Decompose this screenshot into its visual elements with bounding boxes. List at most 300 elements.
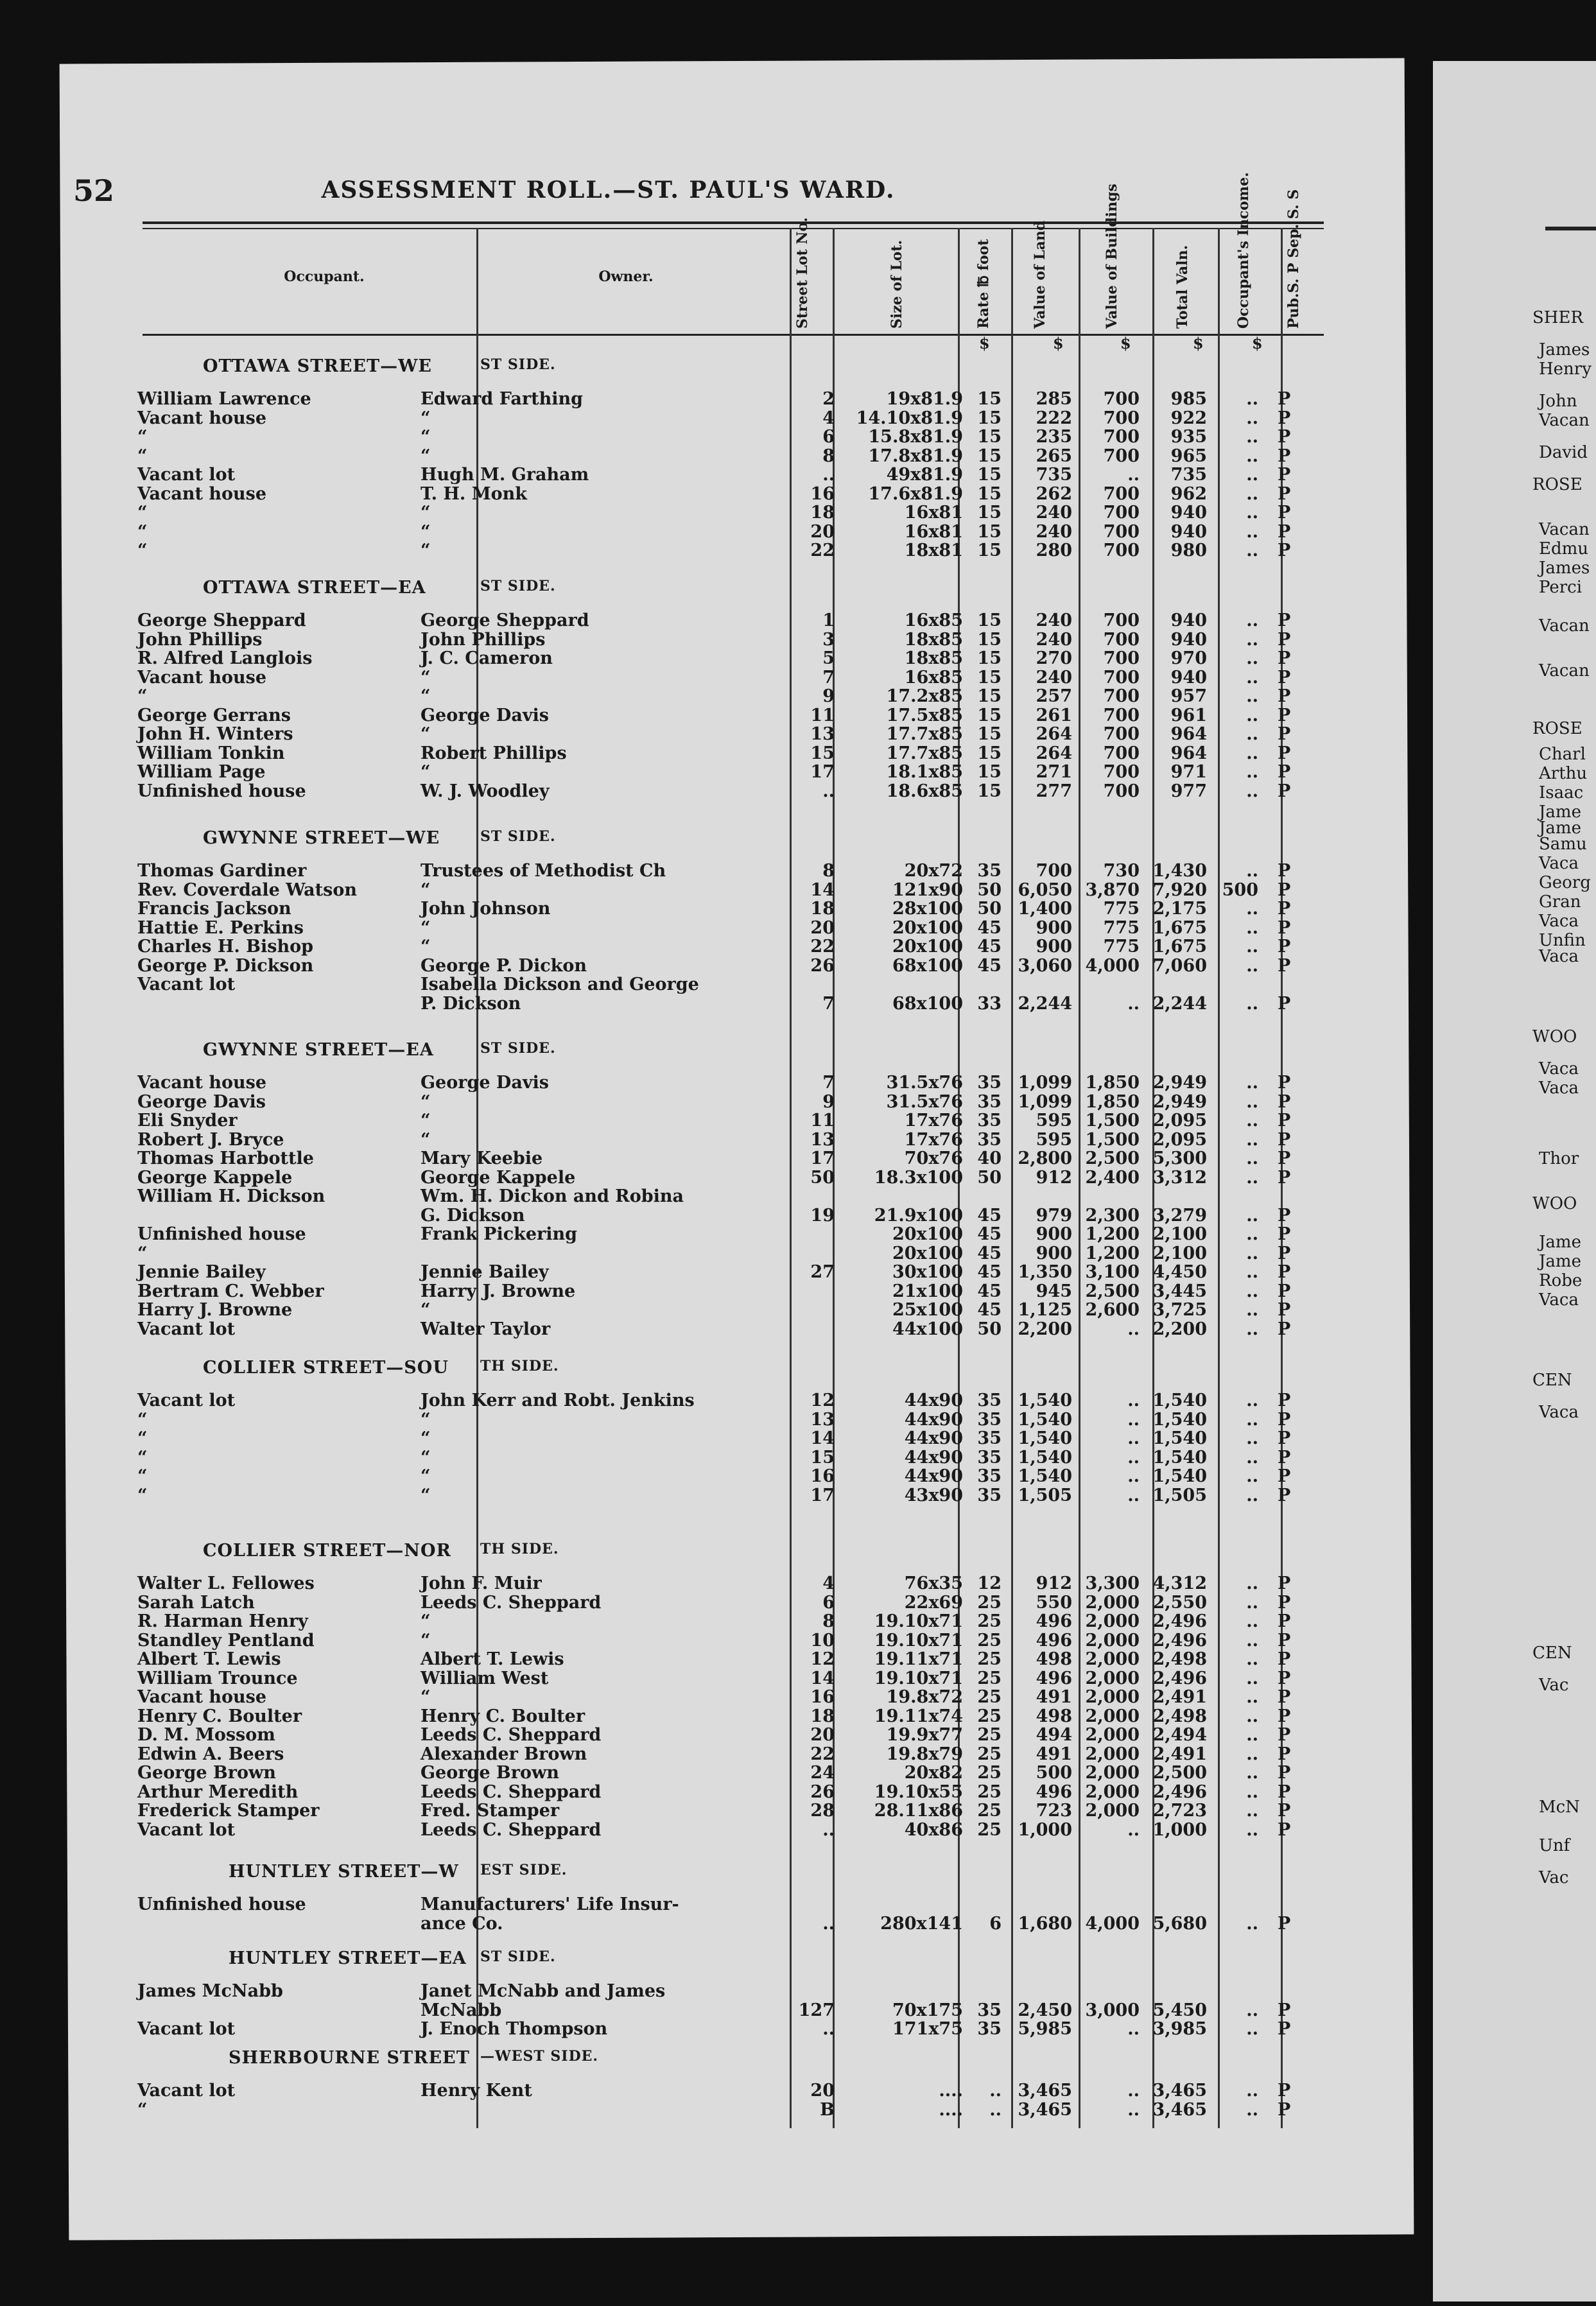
- occupant-cell: Harry J. Browne: [137, 1300, 293, 1320]
- table-row: [0, 1131, 1345, 1150]
- land-value-cell: 3,465: [1018, 2099, 1072, 2120]
- income-cell: ..: [1246, 648, 1258, 668]
- facing-page-fragment: Vaca: [1539, 854, 1579, 873]
- owner-cell: “: [421, 724, 431, 744]
- facing-page-fragment: Unf: [1539, 1836, 1570, 1855]
- total-value-cell: 964: [1170, 743, 1207, 763]
- occupant-cell: Frederick Stamper: [137, 1801, 320, 1821]
- occupant-cell: William Page: [137, 762, 266, 782]
- lot-size-cell: 68x100: [892, 955, 963, 976]
- building-value-cell: 700: [1103, 611, 1140, 630]
- lot-size-cell: 28x100: [892, 899, 963, 919]
- rate-cell: 25: [977, 1725, 1002, 1745]
- income-cell: ..: [1246, 1485, 1258, 1505]
- rate-cell: 6: [989, 1913, 1002, 1934]
- total-value-cell: 2,949: [1152, 1073, 1207, 1093]
- occupant-cell: Vacant lot: [137, 1819, 236, 1840]
- land-value-cell: 2,450: [1018, 2000, 1072, 2020]
- school-support-cell: P: [1278, 611, 1291, 630]
- land-value-cell: 2,800: [1018, 1149, 1072, 1168]
- land-value-cell: 1,540: [1018, 1447, 1072, 1468]
- building-value-cell: 700: [1103, 686, 1140, 706]
- school-support-cell: P: [1278, 937, 1291, 957]
- total-value-cell: 2,494: [1152, 1725, 1207, 1745]
- building-value-cell: 2,000: [1085, 1782, 1140, 1802]
- income-cell: ..: [1246, 1149, 1258, 1168]
- income-cell: ..: [1246, 1782, 1258, 1802]
- table-row: [0, 2001, 1345, 2020]
- street-lot-cell: 27: [810, 1262, 835, 1282]
- street-lot-cell: 16: [810, 1466, 835, 1486]
- income-cell: ..: [1246, 1262, 1258, 1282]
- lot-size-cell: 20x100: [892, 917, 963, 938]
- school-support-cell: P: [1278, 2000, 1291, 2020]
- building-value-cell: ..: [1127, 1428, 1140, 1448]
- total-value-cell: 2,723: [1152, 1801, 1207, 1821]
- section-heading: [203, 1541, 559, 1561]
- occupant-cell: John H. Winters: [137, 724, 293, 744]
- occupant-cell: Vacant lot: [137, 2019, 236, 2039]
- table-row: [0, 1111, 1345, 1131]
- total-value-cell: 1,540: [1152, 1466, 1207, 1486]
- lot-size-cell: 22x69: [904, 1592, 963, 1613]
- school-support-cell: P: [1278, 1428, 1291, 1448]
- rate-cell: 15: [977, 781, 1002, 801]
- owner-cell: Leeds C. Sheppard: [421, 1782, 602, 1802]
- land-value-cell: 235: [1036, 427, 1072, 447]
- lot-size-cell: 19.10x71: [874, 1630, 963, 1651]
- section-street: OTTAWA STREET—EA: [203, 578, 426, 598]
- total-value-cell: 940: [1170, 611, 1207, 630]
- income-cell: ..: [1246, 955, 1258, 976]
- land-value-cell: 271: [1036, 762, 1072, 782]
- section-street: HUNTLEY STREET—W: [229, 1862, 459, 1882]
- section-street: COLLIER STREET—NOR: [203, 1541, 451, 1561]
- section-heading: [229, 1948, 556, 1968]
- school-support-cell: P: [1278, 917, 1291, 938]
- rate-cell: 15: [977, 521, 1002, 542]
- school-support-cell: P: [1278, 1281, 1291, 1301]
- land-value-cell: 240: [1036, 611, 1072, 630]
- total-value-cell: 985: [1170, 389, 1207, 409]
- land-value-cell: 1,000: [1018, 1819, 1072, 1840]
- section-street: GWYNNE STREET—WE: [203, 828, 440, 848]
- facing-page-fragment: Henry: [1539, 360, 1592, 379]
- table-row: [0, 541, 1345, 560]
- total-value-cell: 970: [1170, 648, 1207, 668]
- street-lot-cell: 18: [810, 899, 835, 919]
- owner-cell: Alexander Brown: [421, 1744, 587, 1764]
- building-value-cell: ..: [1127, 2019, 1140, 2039]
- rate-cell: 15: [977, 427, 1002, 447]
- school-support-cell: P: [1278, 1573, 1291, 1593]
- dollar-sign: $: [1053, 334, 1064, 352]
- rate-cell: 45: [977, 1243, 1002, 1263]
- owner-cell: Hugh M. Graham: [421, 465, 589, 485]
- building-value-cell: 2,000: [1085, 1744, 1140, 1764]
- school-support-cell: P: [1278, 724, 1291, 744]
- building-value-cell: 2,000: [1085, 1630, 1140, 1651]
- owner-cell: Henry C. Boulter: [421, 1706, 585, 1726]
- occupant-cell: “: [137, 1447, 148, 1468]
- lot-size-cell: 19.8x72: [886, 1687, 963, 1707]
- table-row: [0, 881, 1345, 900]
- section-side: ST SIDE.: [480, 578, 556, 594]
- table-row: [0, 725, 1345, 744]
- total-value-cell: 7,060: [1152, 955, 1207, 976]
- section-side: ST SIDE.: [480, 828, 556, 845]
- total-value-cell: 2,498: [1152, 1706, 1207, 1726]
- building-value-cell: ..: [1127, 1409, 1140, 1430]
- land-value-cell: 723: [1036, 1801, 1072, 1821]
- owner-cell: “: [421, 880, 431, 900]
- school-support-cell: P: [1278, 408, 1291, 428]
- school-support-cell: P: [1278, 389, 1291, 409]
- building-value-cell: ..: [1127, 2099, 1140, 2120]
- building-value-cell: 700: [1103, 648, 1140, 668]
- rate-cell: 25: [977, 1801, 1002, 1821]
- rate-cell: 15: [977, 762, 1002, 782]
- lot-size-cell: 20x100: [892, 1224, 963, 1244]
- table-row: [0, 2101, 1345, 2120]
- occupant-cell: William Tonkin: [137, 743, 285, 763]
- school-support-cell: P: [1278, 1592, 1291, 1613]
- rate-cell: 35: [977, 1073, 1002, 1093]
- occupant-cell: Thomas Gardiner: [137, 861, 307, 881]
- occupant-cell: “: [137, 1243, 148, 1263]
- school-support-cell: P: [1278, 1243, 1291, 1263]
- income-cell: ..: [1246, 427, 1258, 447]
- rate-cell: 25: [977, 1687, 1002, 1707]
- owner-cell: Trustees of Methodist Ch: [421, 861, 666, 881]
- owner-cell: G. Dickson: [421, 1205, 525, 1226]
- income-cell: ..: [1246, 781, 1258, 801]
- building-value-cell: 2,000: [1085, 1801, 1140, 1821]
- table-row: [0, 390, 1345, 409]
- page-number: 52: [73, 173, 115, 208]
- owner-cell: “: [421, 1466, 431, 1486]
- total-value-cell: 2,491: [1152, 1744, 1207, 1764]
- lot-size-cell: 14.10x81.9: [856, 408, 963, 428]
- school-support-cell: P: [1278, 2019, 1291, 2039]
- income-cell: ..: [1246, 1073, 1258, 1093]
- facing-page-fragment: Jame: [1539, 1233, 1581, 1252]
- lot-size-cell: 171x75: [892, 2019, 963, 2039]
- building-value-cell: ..: [1127, 2081, 1140, 2101]
- table-row: [0, 1467, 1345, 1486]
- total-value-cell: 1,505: [1152, 1485, 1207, 1505]
- facing-page-fragment: Gran: [1539, 892, 1581, 912]
- rate-cell: 25: [977, 1630, 1002, 1651]
- income-cell: ..: [1246, 1447, 1258, 1468]
- occupant-cell: Thomas Harbottle: [137, 1149, 314, 1168]
- header-value-of-buildings: Value of Buildings: [1104, 184, 1120, 329]
- table-row: [0, 1429, 1345, 1448]
- owner-cell: William West: [421, 1668, 549, 1688]
- rate-cell: 15: [977, 629, 1002, 650]
- owner-cell: “: [421, 408, 431, 428]
- street-lot-cell: 9: [822, 1091, 835, 1112]
- building-value-cell: 2,500: [1085, 1149, 1140, 1168]
- income-cell: ..: [1246, 1129, 1258, 1150]
- occupant-cell: Eli Snyder: [137, 1111, 238, 1131]
- section-side: —WEST SIDE.: [480, 2048, 599, 2065]
- owner-cell: Edward Farthing: [421, 389, 583, 409]
- owner-cell: “: [421, 541, 431, 560]
- street-lot-cell: 20: [810, 521, 835, 542]
- total-value-cell: 977: [1170, 781, 1207, 801]
- building-value-cell: 1,200: [1085, 1243, 1140, 1263]
- total-value-cell: 2,175: [1152, 899, 1207, 919]
- land-value-cell: 3,465: [1018, 2081, 1072, 2101]
- land-value-cell: 5,985: [1018, 2019, 1072, 2039]
- school-support-cell: P: [1278, 1149, 1291, 1168]
- total-value-cell: 940: [1170, 521, 1207, 542]
- school-support-cell: P: [1278, 1091, 1291, 1112]
- land-value-cell: 240: [1036, 521, 1072, 542]
- street-lot-cell: 6: [822, 427, 835, 447]
- total-value-cell: 2,496: [1152, 1611, 1207, 1631]
- income-cell: ..: [1246, 503, 1258, 523]
- owner-cell: J. C. Cameron: [421, 648, 553, 668]
- building-value-cell: 1,850: [1085, 1091, 1140, 1112]
- rate-cell: 35: [977, 1129, 1002, 1150]
- table-row: [0, 1574, 1345, 1593]
- school-support-cell: P: [1278, 1649, 1291, 1669]
- lot-size-cell: 280x141: [880, 1913, 963, 1934]
- occupant-cell: Vacant lot: [137, 1319, 236, 1339]
- occupant-cell: George Davis: [137, 1091, 266, 1112]
- building-value-cell: 2,000: [1085, 1706, 1140, 1726]
- lot-size-cell: 76x35: [904, 1573, 963, 1593]
- total-value-cell: 2,244: [1152, 993, 1207, 1014]
- owner-cell: “: [421, 1687, 431, 1707]
- rate-cell: 15: [977, 648, 1002, 668]
- total-value-cell: 2,550: [1152, 1592, 1207, 1613]
- occupant-cell: Vacant house: [137, 1073, 267, 1093]
- occupant-cell: “: [137, 2099, 148, 2120]
- rate-cell: 35: [977, 2000, 1002, 2020]
- table-row: [0, 1593, 1345, 1613]
- income-cell: ..: [1246, 1630, 1258, 1651]
- owner-cell: Janet McNabb and James: [421, 1981, 666, 2001]
- school-support-cell: P: [1278, 2081, 1291, 2101]
- header-total-value: Total Valn.: [1174, 245, 1191, 329]
- table-row: [0, 1669, 1345, 1688]
- owner-cell: “: [421, 1428, 431, 1448]
- land-value-cell: 912: [1036, 1573, 1072, 1593]
- dollar-sign: $: [1193, 334, 1204, 352]
- lot-size-cell: ....: [939, 2081, 963, 2101]
- occupant-cell: Vacant house: [137, 667, 267, 688]
- section-side: EST SIDE.: [480, 1862, 568, 1878]
- building-value-cell: 700: [1103, 521, 1140, 542]
- street-lot-cell: 5: [822, 648, 835, 668]
- facing-page-fragment: Jame: [1539, 802, 1581, 822]
- lot-size-cell: 17.6x81.9: [868, 483, 963, 504]
- building-value-cell: 775: [1103, 899, 1140, 919]
- building-value-cell: ..: [1127, 1391, 1140, 1410]
- rate-cell: 25: [977, 1782, 1002, 1802]
- land-value-cell: 265: [1036, 446, 1072, 466]
- school-support-cell: P: [1278, 1466, 1291, 1486]
- facing-page-fragment: John: [1539, 392, 1577, 411]
- table-row: [0, 1168, 1345, 1188]
- land-value-cell: 498: [1036, 1706, 1072, 1726]
- street-lot-cell: 14: [810, 1428, 835, 1448]
- building-value-cell: 2,000: [1085, 1668, 1140, 1688]
- column-header-rule: [143, 334, 1324, 336]
- income-cell: ..: [1246, 2000, 1258, 2020]
- table-row: [0, 1821, 1345, 1840]
- building-value-cell: 700: [1103, 446, 1140, 466]
- school-support-cell: P: [1278, 1129, 1291, 1150]
- total-value-cell: 2,095: [1152, 1111, 1207, 1131]
- table-row: [0, 465, 1345, 485]
- table-row: [0, 937, 1345, 957]
- income-cell: ..: [1246, 1391, 1258, 1410]
- table-row: [0, 1093, 1345, 1112]
- table-row: [0, 447, 1345, 466]
- rate-cell: 35: [977, 2019, 1002, 2039]
- facing-page-fragment: David: [1539, 443, 1588, 462]
- rate-cell: 50: [977, 1319, 1002, 1339]
- lot-size-cell: 19.9x77: [886, 1725, 963, 1745]
- occupant-cell: Vacant lot: [137, 2081, 236, 2101]
- rate-cell: 12: [977, 1573, 1002, 1593]
- occupant-cell: Vacant lot: [137, 1391, 236, 1410]
- owner-cell: “: [421, 1091, 431, 1112]
- table-row: [0, 649, 1345, 668]
- occupant-cell: Unfinished house: [137, 1894, 306, 1914]
- facing-page-fragment: Georg: [1539, 873, 1591, 892]
- lot-size-cell: 31.5x76: [886, 1073, 963, 1093]
- section-street: GWYNNE STREET—EA: [203, 1040, 434, 1060]
- rate-cell: 45: [977, 1224, 1002, 1244]
- income-cell: ..: [1246, 1801, 1258, 1821]
- facing-page-fragment: James: [1539, 559, 1590, 578]
- table-row: [0, 1448, 1345, 1468]
- table-row: [0, 744, 1345, 763]
- street-lot-cell: 7: [822, 993, 835, 1014]
- income-cell: ..: [1246, 2099, 1258, 2120]
- owner-cell: Wm. H. Dickon and Robina: [421, 1186, 684, 1206]
- land-value-cell: 491: [1036, 1744, 1072, 1764]
- street-lot-cell: 24: [810, 1763, 835, 1783]
- street-lot-cell: 2: [822, 389, 835, 409]
- lot-size-cell: 15.8x81.9: [868, 427, 963, 447]
- total-value-cell: 940: [1170, 503, 1207, 523]
- income-cell: ..: [1246, 743, 1258, 763]
- section-heading: [229, 2048, 599, 2068]
- school-support-cell: P: [1278, 1819, 1291, 1840]
- occupant-cell: Francis Jackson: [137, 899, 291, 919]
- facing-page-fragment: Charl: [1539, 745, 1586, 764]
- rate-cell: 35: [977, 861, 1002, 881]
- school-support-cell: P: [1278, 446, 1291, 466]
- income-cell: ..: [1246, 1205, 1258, 1226]
- table-row: [0, 1225, 1345, 1244]
- lot-size-cell: 17.7x85: [886, 743, 963, 763]
- land-value-cell: 262: [1036, 483, 1072, 504]
- land-value-cell: 900: [1036, 1224, 1072, 1244]
- occupant-cell: Albert T. Lewis: [137, 1649, 281, 1669]
- table-row: [0, 1073, 1345, 1093]
- owner-cell: Robert Phillips: [421, 743, 567, 763]
- rate-cell: 25: [977, 1592, 1002, 1613]
- rate-cell: 35: [977, 1447, 1002, 1468]
- income-cell: ..: [1246, 1913, 1258, 1934]
- building-value-cell: 700: [1103, 629, 1140, 650]
- owner-cell: “: [421, 667, 431, 688]
- table-row: [0, 485, 1345, 504]
- building-value-cell: 3,870: [1085, 880, 1140, 900]
- rate-cell: 25: [977, 1611, 1002, 1631]
- street-lot-cell: 17: [810, 762, 835, 782]
- lot-size-cell: 19.10x71: [874, 1611, 963, 1631]
- lot-size-cell: 19.8x79: [886, 1744, 963, 1764]
- income-cell: ..: [1246, 1592, 1258, 1613]
- occupant-cell: “: [137, 541, 148, 560]
- table-row: [0, 1783, 1345, 1802]
- street-lot-cell: 18: [810, 1706, 835, 1726]
- income-cell: ..: [1246, 724, 1258, 744]
- owner-cell: Frank Pickering: [421, 1224, 578, 1244]
- land-value-cell: 6,050: [1018, 880, 1072, 900]
- rate-cell: 35: [977, 1428, 1002, 1448]
- income-cell: ..: [1246, 1243, 1258, 1263]
- rate-cell: 15: [977, 483, 1002, 504]
- occupant-cell: R. Harman Henry: [137, 1611, 308, 1631]
- lot-size-cell: 18.3x100: [874, 1167, 963, 1188]
- header-occupant: Occupant.: [284, 268, 365, 285]
- income-cell: ..: [1246, 1281, 1258, 1301]
- owner-cell: George Brown: [421, 1763, 559, 1783]
- land-value-cell: 498: [1036, 1649, 1072, 1669]
- land-value-cell: 491: [1036, 1687, 1072, 1707]
- income-cell: ..: [1246, 1744, 1258, 1764]
- total-value-cell: 2,496: [1152, 1782, 1207, 1802]
- income-cell: ..: [1246, 1224, 1258, 1244]
- street-lot-cell: 10: [810, 1630, 835, 1651]
- building-value-cell: 700: [1103, 705, 1140, 725]
- table-row: [0, 862, 1345, 881]
- street-lot-cell: 19: [810, 1205, 835, 1226]
- total-value-cell: 1,540: [1152, 1391, 1207, 1410]
- street-lot-cell: 8: [822, 861, 835, 881]
- table-row: [0, 1895, 1345, 1914]
- owner-cell: T. H. Monk: [421, 483, 527, 504]
- owner-cell: John Phillips: [421, 629, 546, 650]
- street-lot-cell: 8: [822, 446, 835, 466]
- total-value-cell: 2,100: [1152, 1243, 1207, 1263]
- occupant-cell: “: [137, 1466, 148, 1486]
- street-lot-cell: 12: [810, 1391, 835, 1410]
- total-value-cell: 4,312: [1152, 1573, 1207, 1593]
- total-value-cell: 2,496: [1152, 1630, 1207, 1651]
- street-lot-cell: 22: [810, 1744, 835, 1764]
- facing-page-fragment: ROSE: [1532, 475, 1583, 494]
- school-support-cell: P: [1278, 1205, 1291, 1226]
- occupant-cell: George Kappele: [137, 1167, 293, 1188]
- income-cell: ..: [1246, 611, 1258, 630]
- section-side: ST SIDE.: [480, 356, 556, 373]
- owner-cell: “: [421, 1409, 431, 1430]
- table-row: [0, 763, 1345, 782]
- rate-cell: 15: [977, 686, 1002, 706]
- lot-size-cell: 44x90: [904, 1447, 963, 1468]
- total-value-cell: 940: [1170, 667, 1207, 688]
